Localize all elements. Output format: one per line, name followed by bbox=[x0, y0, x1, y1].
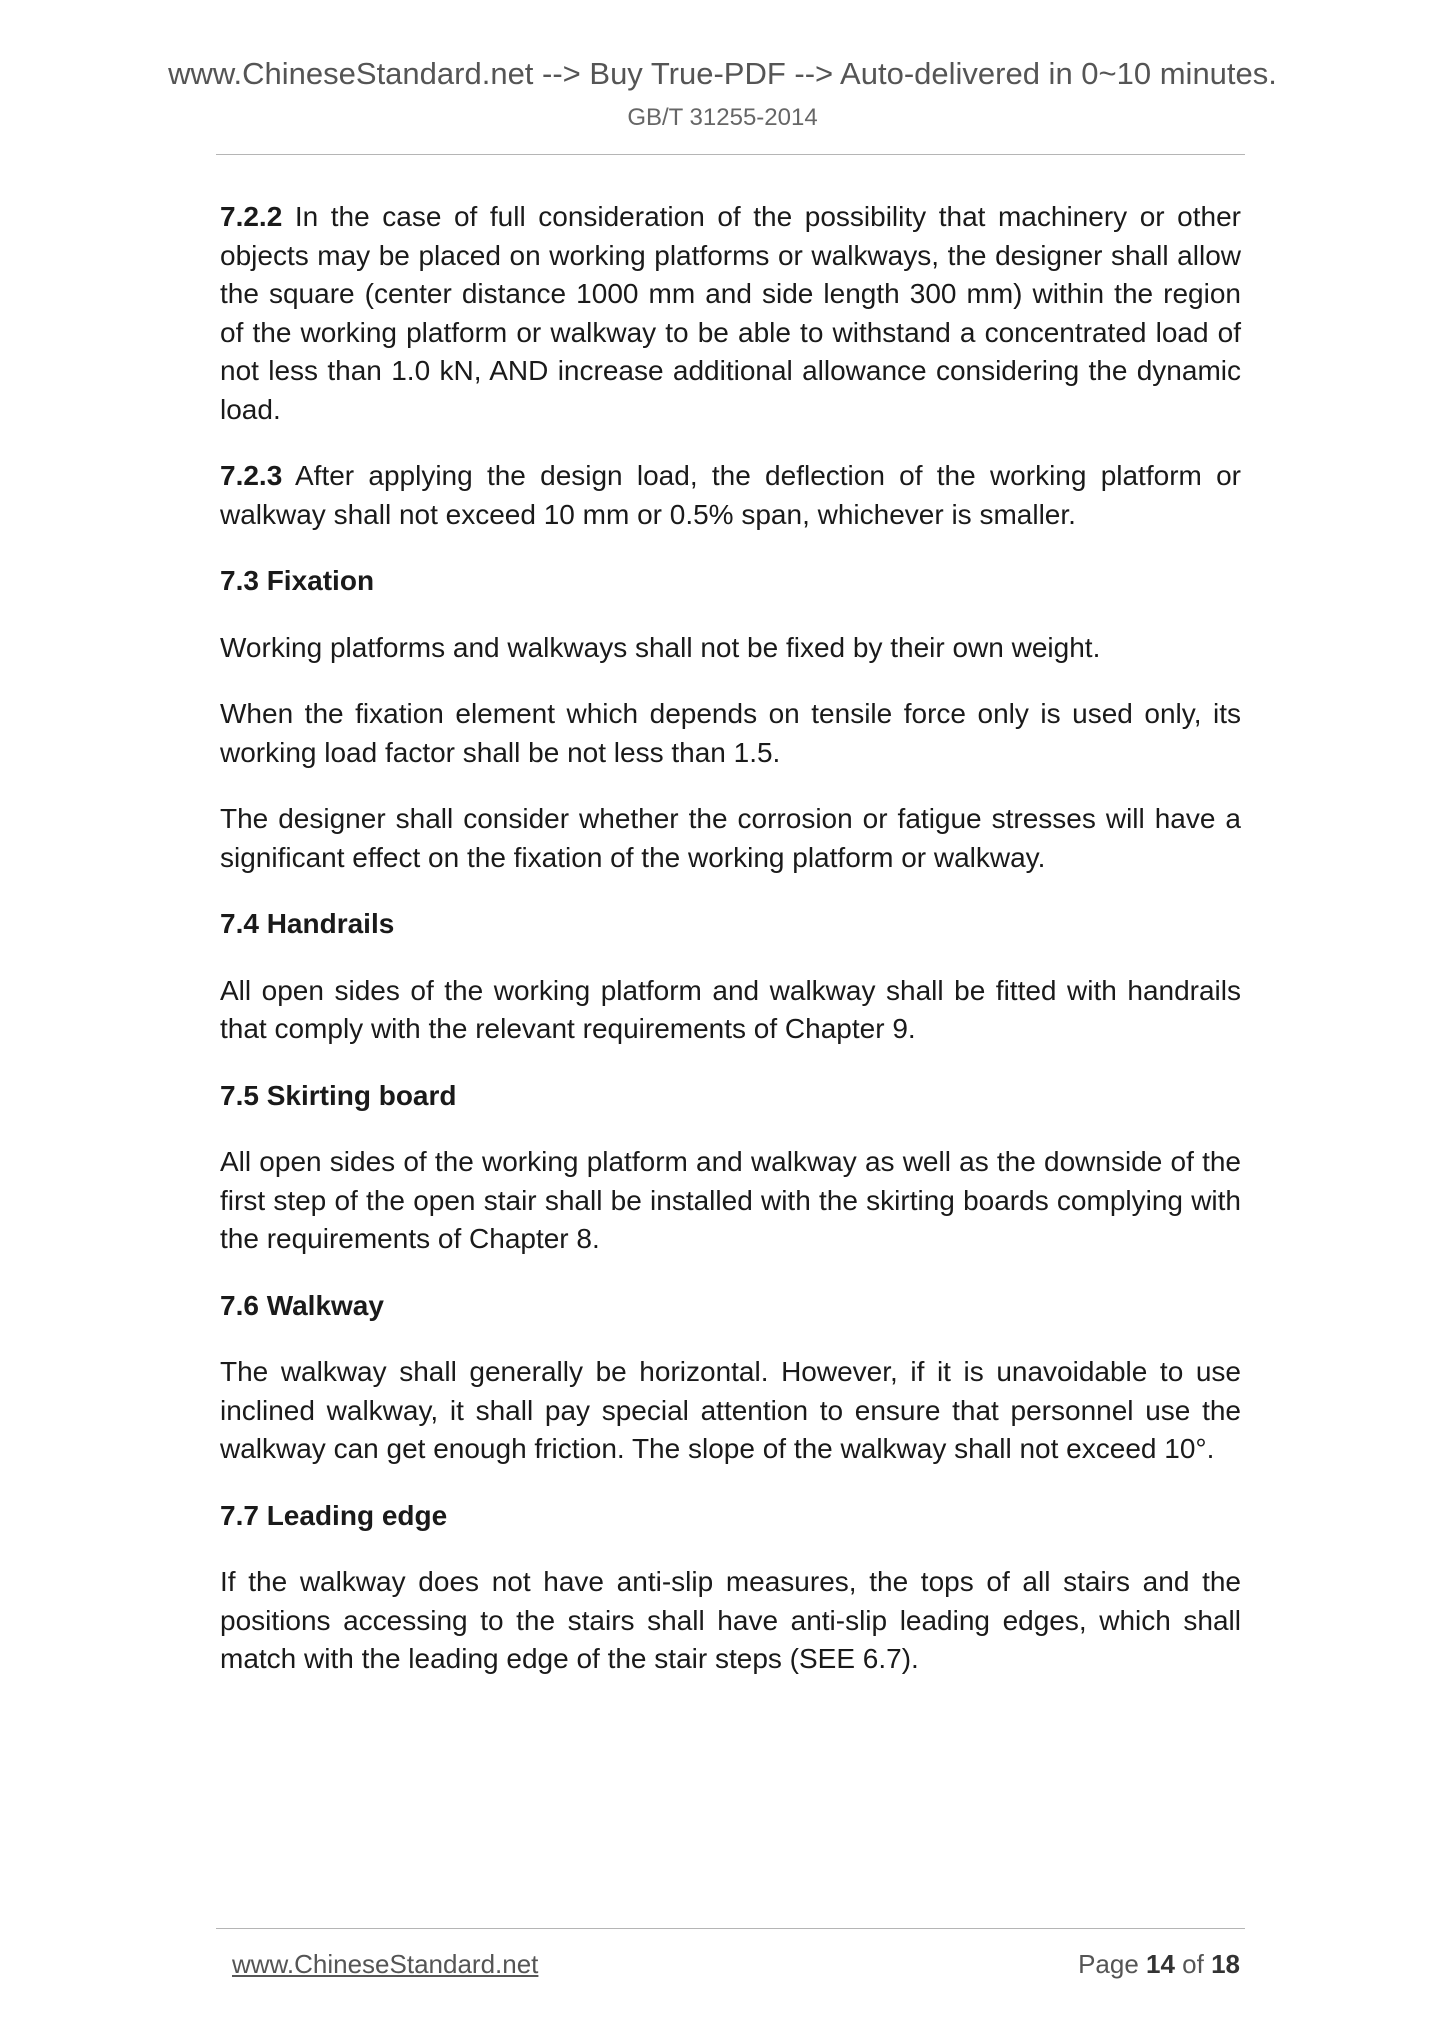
section-heading-7-5: 7.5 Skirting board bbox=[220, 1079, 457, 1111]
paragraph: The designer shall consider whether the corrosion or fatigue stresses will have a significant effect on the fixation of the working platform or walkway. bbox=[220, 803, 1241, 873]
page-indicator bbox=[1078, 1948, 1240, 1980]
section-heading-7-7: 7.7 Leading edge bbox=[220, 1499, 448, 1531]
paragraph: If the walkway does not have anti-slip measures, the tops of all stairs and the positions accessing to the stairs shall have anti-slip leading edges, which shall match with the leading edge of the stair steps (SEE 6.7). bbox=[220, 1566, 1241, 1674]
document-number: GB/T 31255-2014 bbox=[627, 104, 818, 131]
footer-website-link[interactable]: www.ChineseStandard.net bbox=[232, 1949, 539, 1979]
header-banner: www.ChineseStandard.net --> Buy True-PDF --> Auto-delivered in 0~10 minutes. bbox=[168, 56, 1277, 91]
clause-7-2-2 bbox=[220, 198, 1241, 429]
paragraph: Working platforms and walkways shall not be fixed by their own weight. bbox=[220, 631, 1101, 663]
section-heading-7-6: 7.6 Walkway bbox=[220, 1289, 384, 1321]
page-of-label: of bbox=[1174, 1949, 1212, 1979]
clause-number: 7.2.2 bbox=[220, 201, 283, 232]
total-pages-number: 18 bbox=[1211, 1949, 1240, 1979]
current-page-number: 14 bbox=[1146, 1949, 1175, 1979]
page-label: Page bbox=[1078, 1949, 1147, 1979]
clause-text: In the case of full consideration of the possibility that machinery or other objects may be placed on working platforms or walkways, the designer shall allow the square (center distance 1000 mm and side length 300 mm) within the region of the working platform or walkway to be able to withstand a concentrated load of not less than 1.0 kN, AND increase additional allowance considering the dynamic load. bbox=[220, 201, 1241, 425]
clause-number: 7.2.3 bbox=[220, 460, 283, 491]
paragraph: The walkway shall generally be horizontal. However, if it is unavoidable to use inclined walkway, it shall pay special attention to ensure that personnel use the walkway can get enough friction. The slope of the walkway shall not exceed 10°. bbox=[220, 1356, 1241, 1464]
clause-text: After applying the design load, the deflection of the working platform or walkway shall not exceed 10 mm or 0.5% span, whichever is smaller. bbox=[220, 460, 1241, 530]
document-body bbox=[220, 198, 1241, 1707]
footer-divider bbox=[216, 1928, 1245, 1929]
clause-7-2-3 bbox=[220, 457, 1241, 534]
section-heading-7-4: 7.4 Handrails bbox=[220, 908, 395, 939]
section-heading-7-3: 7.3 Fixation bbox=[220, 565, 375, 596]
header-divider bbox=[216, 154, 1245, 155]
paragraph: All open sides of the working platform and walkway as well as the downside of the first step of the open stair shall be installed with the skirting boards complying with the requirements of Chapter 8. bbox=[220, 1146, 1241, 1254]
paragraph: All open sides of the working platform and walkway shall be fitted with handrails that comply with the relevant requirements of Chapter 9. bbox=[220, 974, 1241, 1044]
paragraph: When the fixation element which depends on tensile force only is used only, its working load factor shall be not less than 1.5. bbox=[220, 698, 1241, 768]
